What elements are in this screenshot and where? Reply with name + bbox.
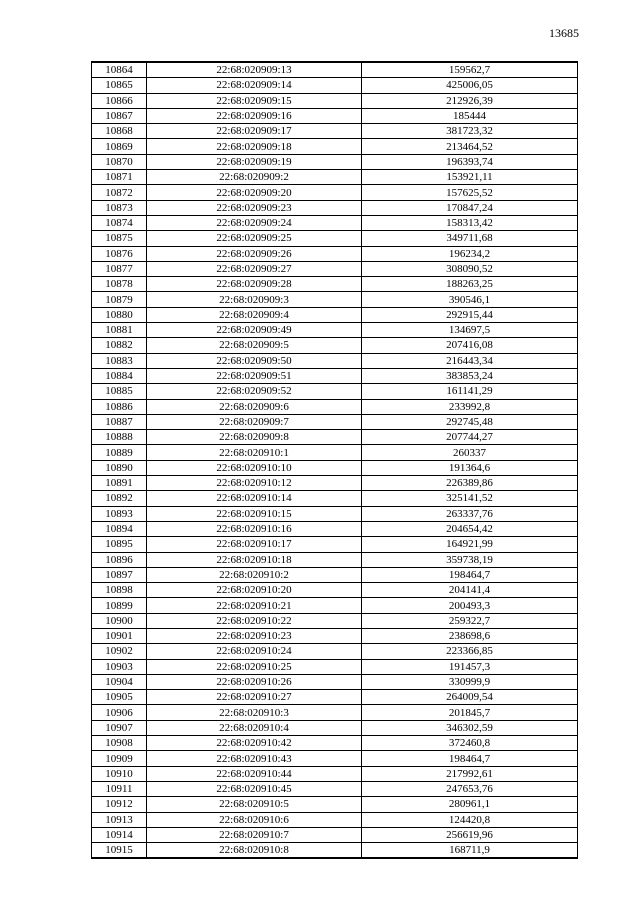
row-number-cell: 10892 (92, 491, 147, 506)
table-row (92, 185, 578, 200)
cadastral-number-cell: 22:68:020910:4 (147, 720, 362, 735)
table-row (92, 277, 578, 292)
row-number-cell: 10886 (92, 399, 147, 414)
row-number-cell: 10902 (92, 644, 147, 659)
row-number-cell: 10899 (92, 598, 147, 613)
cadastral-value-cell: 308090,52 (362, 261, 578, 276)
cadastral-value-cell: 349711,68 (362, 231, 578, 246)
cadastral-value-cell: 170847,24 (362, 200, 578, 215)
cadastral-number-cell: 22:68:020910:20 (147, 583, 362, 598)
cadastral-value-cell: 256619,96 (362, 827, 578, 842)
row-number-cell: 10877 (92, 261, 147, 276)
table-row (92, 384, 578, 399)
row-number-cell: 10869 (92, 139, 147, 154)
table-row (92, 567, 578, 582)
row-number-cell: 10881 (92, 323, 147, 338)
table-row (92, 292, 578, 307)
cadastral-number-cell: 22:68:020910:18 (147, 552, 362, 567)
cadastral-value-cell: 188263,25 (362, 277, 578, 292)
cadastral-number-cell: 22:68:020910:1 (147, 445, 362, 460)
table-row (92, 720, 578, 735)
cadastral-value-cell: 263337,76 (362, 506, 578, 521)
row-number-cell: 10882 (92, 338, 147, 353)
row-number-cell: 10904 (92, 674, 147, 689)
cadastral-number-cell: 22:68:020910:2 (147, 567, 362, 582)
cadastral-number-cell: 22:68:020909:49 (147, 323, 362, 338)
row-number-cell: 10870 (92, 154, 147, 169)
row-number-cell: 10893 (92, 506, 147, 521)
cadastral-number-cell: 22:68:020909:17 (147, 124, 362, 139)
cadastral-number-cell: 22:68:020909:50 (147, 353, 362, 368)
row-number-cell: 10900 (92, 613, 147, 628)
row-number-cell: 10903 (92, 659, 147, 674)
row-number-cell: 10864 (92, 62, 147, 78)
cadastral-value-cell: 260337 (362, 445, 578, 460)
cadastral-value-cell: 124420,8 (362, 812, 578, 827)
table-row (92, 797, 578, 812)
row-number-cell: 10906 (92, 705, 147, 720)
cadastral-value-cell: 158313,42 (362, 215, 578, 230)
table-row (92, 537, 578, 552)
table-row (92, 414, 578, 429)
cadastral-number-cell: 22:68:020909:16 (147, 108, 362, 123)
table-row (92, 323, 578, 338)
cadastral-value-cell: 212926,39 (362, 93, 578, 108)
row-number-cell: 10866 (92, 93, 147, 108)
cadastral-number-cell: 22:68:020909:20 (147, 185, 362, 200)
table-row (92, 521, 578, 536)
cadastral-number-cell: 22:68:020909:28 (147, 277, 362, 292)
cadastral-value-cell: 198464,7 (362, 567, 578, 582)
cadastral-number-cell: 22:68:020909:24 (147, 215, 362, 230)
row-number-cell: 10915 (92, 843, 147, 859)
row-number-cell: 10883 (92, 353, 147, 368)
table-row (92, 766, 578, 781)
table-row (92, 659, 578, 674)
row-number-cell: 10909 (92, 751, 147, 766)
row-number-cell: 10871 (92, 170, 147, 185)
table-row (92, 781, 578, 796)
cadastral-number-cell: 22:68:020909:6 (147, 399, 362, 414)
table-row (92, 353, 578, 368)
cadastral-value-cell: 204654,42 (362, 521, 578, 536)
table-row (92, 736, 578, 751)
row-number-cell: 10889 (92, 445, 147, 460)
table-row (92, 399, 578, 414)
cadastral-number-cell: 22:68:020910:6 (147, 812, 362, 827)
cadastral-value-cell: 196234,2 (362, 246, 578, 261)
row-number-cell: 10913 (92, 812, 147, 827)
cadastral-number-cell: 22:68:020910:22 (147, 613, 362, 628)
cadastral-value-cell: 330999,9 (362, 674, 578, 689)
table-row (92, 246, 578, 261)
cadastral-value-cell: 159562,7 (362, 62, 578, 78)
cadastral-number-cell: 22:68:020910:16 (147, 521, 362, 536)
cadastral-value-cell: 168711,9 (362, 843, 578, 859)
table-row (92, 368, 578, 383)
row-number-cell: 10874 (92, 215, 147, 230)
cadastral-number-cell: 22:68:020909:2 (147, 170, 362, 185)
cadastral-value-cell: 213464,52 (362, 139, 578, 154)
cadastral-number-cell: 22:68:020910:3 (147, 705, 362, 720)
cadastral-value-cell: 161141,29 (362, 384, 578, 399)
table-row (92, 644, 578, 659)
row-number-cell: 10878 (92, 277, 147, 292)
row-number-cell: 10880 (92, 307, 147, 322)
row-number-cell: 10898 (92, 583, 147, 598)
cadastral-value-cell: 164921,99 (362, 537, 578, 552)
cadastral-value-cell: 185444 (362, 108, 578, 123)
cadastral-value-cell: 207744,27 (362, 430, 578, 445)
cadastral-value-cell: 233992,8 (362, 399, 578, 414)
table-row (92, 827, 578, 842)
row-number-cell: 10868 (92, 124, 147, 139)
cadastral-value-cell: 259322,7 (362, 613, 578, 628)
cadastral-number-cell: 22:68:020909:4 (147, 307, 362, 322)
table-row (92, 705, 578, 720)
row-number-cell: 10872 (92, 185, 147, 200)
cadastral-number-cell: 22:68:020910:43 (147, 751, 362, 766)
row-number-cell: 10907 (92, 720, 147, 735)
cadastral-number-cell: 22:68:020910:14 (147, 491, 362, 506)
cadastral-number-cell: 22:68:020909:23 (147, 200, 362, 215)
cadastral-value-cell: 223366,85 (362, 644, 578, 659)
row-number-cell: 10914 (92, 827, 147, 842)
table-row (92, 139, 578, 154)
row-number-cell: 10885 (92, 384, 147, 399)
cadastral-value-cell: 157625,52 (362, 185, 578, 200)
table-row (92, 215, 578, 230)
table-row (92, 124, 578, 139)
cadastral-value-cell: 207416,08 (362, 338, 578, 353)
cadastral-value-cell: 200493,3 (362, 598, 578, 613)
table-row (92, 506, 578, 521)
cadastral-value-cell: 390546,1 (362, 292, 578, 307)
cadastral-value-cell: 196393,74 (362, 154, 578, 169)
table-row (92, 445, 578, 460)
cadastral-number-cell: 22:68:020909:51 (147, 368, 362, 383)
row-number-cell: 10875 (92, 231, 147, 246)
cadastral-number-cell: 22:68:020910:5 (147, 797, 362, 812)
cadastral-value-cell: 216443,34 (362, 353, 578, 368)
row-number-cell: 10876 (92, 246, 147, 261)
cadastral-value-cell: 134697,5 (362, 323, 578, 338)
cadastral-value-cell: 346302,59 (362, 720, 578, 735)
table-row (92, 154, 578, 169)
cadastral-number-cell: 22:68:020910:17 (147, 537, 362, 552)
table-row (92, 261, 578, 276)
cadastral-number-cell: 22:68:020910:44 (147, 766, 362, 781)
table-row (92, 93, 578, 108)
row-number-cell: 10888 (92, 430, 147, 445)
table-row (92, 108, 578, 123)
row-number-cell: 10879 (92, 292, 147, 307)
table-row (92, 460, 578, 475)
cadastral-number-cell: 22:68:020909:13 (147, 62, 362, 78)
table-row (92, 583, 578, 598)
table-row (92, 751, 578, 766)
cadastral-value-cell: 359738,19 (362, 552, 578, 567)
cadastral-number-cell: 22:68:020910:7 (147, 827, 362, 842)
cadastral-number-cell: 22:68:020909:7 (147, 414, 362, 429)
cadastral-number-cell: 22:68:020909:15 (147, 93, 362, 108)
cadastral-number-cell: 22:68:020909:18 (147, 139, 362, 154)
table-row (92, 628, 578, 643)
table-row (92, 812, 578, 827)
table-row (92, 613, 578, 628)
cadastral-value-cell: 372460,8 (362, 736, 578, 751)
row-number-cell: 10897 (92, 567, 147, 582)
cadastral-number-cell: 22:68:020910:27 (147, 690, 362, 705)
table-row (92, 231, 578, 246)
row-number-cell: 10895 (92, 537, 147, 552)
cadastral-number-cell: 22:68:020910:8 (147, 843, 362, 859)
row-number-cell: 10910 (92, 766, 147, 781)
row-number-cell: 10887 (92, 414, 147, 429)
cadastral-value-cell: 217992,61 (362, 766, 578, 781)
table-row (92, 476, 578, 491)
cadastral-value-cell: 204141,4 (362, 583, 578, 598)
row-number-cell: 10891 (92, 476, 147, 491)
cadastral-number-cell: 22:68:020910:15 (147, 506, 362, 521)
cadastral-value-cell: 201845,7 (362, 705, 578, 720)
row-number-cell: 10894 (92, 521, 147, 536)
row-number-cell: 10905 (92, 690, 147, 705)
cadastral-number-cell: 22:68:020909:14 (147, 78, 362, 93)
row-number-cell: 10884 (92, 368, 147, 383)
cadastral-number-cell: 22:68:020909:19 (147, 154, 362, 169)
row-number-cell: 10865 (92, 78, 147, 93)
cadastral-value-cell: 247653,76 (362, 781, 578, 796)
table-row (92, 200, 578, 215)
cadastral-value-cell: 198464,7 (362, 751, 578, 766)
cadastral-number-cell: 22:68:020910:10 (147, 460, 362, 475)
table-row (92, 552, 578, 567)
cadastral-value-cell: 280961,1 (362, 797, 578, 812)
cadastral-number-cell: 22:68:020910:42 (147, 736, 362, 751)
cadastral-value-cell: 292915,44 (362, 307, 578, 322)
cadastral-value-cell: 425006,05 (362, 78, 578, 93)
cadastral-number-cell: 22:68:020909:25 (147, 231, 362, 246)
cadastral-number-cell: 22:68:020910:45 (147, 781, 362, 796)
cadastral-value-cell: 264009,54 (362, 690, 578, 705)
table-row (92, 307, 578, 322)
cadastral-value-table (91, 61, 578, 859)
row-number-cell: 10901 (92, 628, 147, 643)
table-row (92, 62, 578, 78)
row-number-cell: 10912 (92, 797, 147, 812)
cadastral-number-cell: 22:68:020910:12 (147, 476, 362, 491)
cadastral-value-cell: 191457,3 (362, 659, 578, 674)
cadastral-number-cell: 22:68:020909:8 (147, 430, 362, 445)
cadastral-number-cell: 22:68:020910:25 (147, 659, 362, 674)
cadastral-number-cell: 22:68:020910:21 (147, 598, 362, 613)
cadastral-value-cell: 383853,24 (362, 368, 578, 383)
cadastral-number-cell: 22:68:020910:26 (147, 674, 362, 689)
table-row (92, 843, 578, 859)
cadastral-number-cell: 22:68:020909:26 (147, 246, 362, 261)
table-row (92, 690, 578, 705)
row-number-cell: 10896 (92, 552, 147, 567)
cadastral-value-cell: 226389,86 (362, 476, 578, 491)
cadastral-value-cell: 191364,6 (362, 460, 578, 475)
row-number-cell: 10908 (92, 736, 147, 751)
table-row (92, 78, 578, 93)
row-number-cell: 10873 (92, 200, 147, 215)
row-number-cell: 10911 (92, 781, 147, 796)
table-row (92, 598, 578, 613)
page-number: 13685 (549, 26, 579, 40)
cadastral-value-cell: 238698,6 (362, 628, 578, 643)
cadastral-number-cell: 22:68:020909:27 (147, 261, 362, 276)
cadastral-value-cell: 292745,48 (362, 414, 578, 429)
table-row (92, 170, 578, 185)
row-number-cell: 10867 (92, 108, 147, 123)
row-number-cell: 10890 (92, 460, 147, 475)
cadastral-number-cell: 22:68:020909:3 (147, 292, 362, 307)
table-row (92, 491, 578, 506)
cadastral-number-cell: 22:68:020910:24 (147, 644, 362, 659)
cadastral-value-cell: 325141,52 (362, 491, 578, 506)
table-row (92, 430, 578, 445)
cadastral-number-cell: 22:68:020910:23 (147, 628, 362, 643)
cadastral-number-cell: 22:68:020909:52 (147, 384, 362, 399)
table-row (92, 674, 578, 689)
table-body (92, 62, 578, 858)
cadastral-number-cell: 22:68:020909:5 (147, 338, 362, 353)
table-row (92, 338, 578, 353)
cadastral-value-cell: 153921,11 (362, 170, 578, 185)
cadastral-value-cell: 381723,32 (362, 124, 578, 139)
